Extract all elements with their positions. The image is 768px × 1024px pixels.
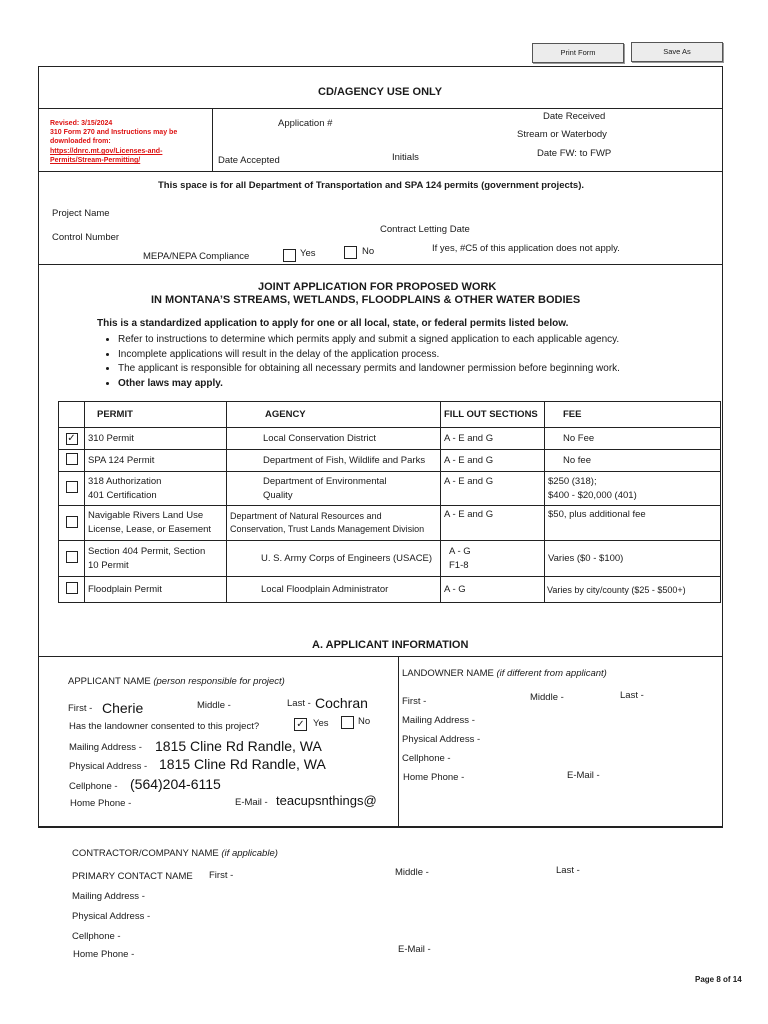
table-row bbox=[59, 428, 721, 450]
fill-sections: A - G bbox=[441, 577, 545, 603]
landowner-email-label: E-Mail - bbox=[567, 770, 600, 781]
fee: Varies by city/county ($25 - $500+) bbox=[545, 577, 721, 603]
permit-spa124-checkbox[interactable] bbox=[66, 453, 78, 465]
applicant-last-input[interactable]: Cochran bbox=[315, 695, 368, 711]
applicant-physical-input[interactable]: 1815 Cline Rd Randle, WA bbox=[159, 756, 326, 772]
contractor-last-label: Last - bbox=[556, 865, 580, 876]
page-number: Page 8 of 14 bbox=[695, 975, 742, 984]
divider bbox=[39, 171, 723, 172]
table-header-row bbox=[59, 402, 721, 428]
applicant-name-note: (person responsible for project) bbox=[153, 676, 285, 687]
consent-no-checkbox[interactable] bbox=[341, 716, 354, 729]
joint-intro: This is a standardized application to apply for one or all local, state, or federal permits listed below. bbox=[97, 318, 569, 329]
table-row bbox=[59, 450, 721, 472]
consent-yes-checkbox[interactable]: ✓ bbox=[294, 718, 307, 731]
landowner-cell-label: Cellphone - bbox=[402, 753, 451, 764]
fill-sections: A - E and G bbox=[441, 472, 545, 506]
col-fee: FEE bbox=[545, 402, 721, 428]
divider bbox=[39, 826, 723, 827]
agency-name: Department of Environmental Quality bbox=[227, 472, 441, 506]
divider bbox=[212, 108, 213, 171]
consent-yes-label: Yes bbox=[313, 718, 329, 729]
fill-sections: A - E and G bbox=[441, 506, 545, 541]
contractor-name-note: (if applicable) bbox=[221, 848, 278, 859]
instructions-link[interactable]: https://dnrc.mt.gov/Licenses-and- bbox=[50, 148, 163, 155]
instructions-link[interactable]: Permits/Stream-Permitting/ bbox=[50, 157, 141, 164]
applicant-physical-label: Physical Address - bbox=[69, 761, 148, 772]
list-item: • Incomplete applications will result in the delay of the application process. bbox=[118, 348, 620, 363]
instructions-list bbox=[96, 333, 620, 391]
table-row bbox=[59, 472, 721, 506]
applicant-name-heading bbox=[68, 676, 285, 687]
fill-sections: A - G F1-8 bbox=[441, 541, 545, 577]
applicant-first-label: First - bbox=[68, 703, 93, 714]
col-permit: PERMIT bbox=[85, 402, 227, 428]
landowner-physical-label: Physical Address - bbox=[402, 734, 481, 745]
download-note: downloaded from: bbox=[50, 138, 111, 145]
agency-name: Department of Natural Resources and Conservation, Trust Lands Management Division bbox=[227, 506, 441, 541]
applicant-section-heading: A. APPLICANT INFORMATION bbox=[312, 639, 469, 651]
mepa-if-yes-note: If yes, #C5 of this application does not apply. bbox=[432, 243, 620, 254]
permit-318-checkbox[interactable] bbox=[66, 481, 78, 493]
permit-name: SPA 124 Permit bbox=[85, 450, 227, 472]
initials-label: Initials bbox=[392, 152, 419, 163]
applicant-email-label: E-Mail - bbox=[235, 797, 268, 808]
list-item: • Other laws may apply. bbox=[118, 377, 620, 392]
fee: $250 (318); $400 - $20,000 (401) bbox=[545, 472, 721, 506]
permit-navigable-checkbox[interactable] bbox=[66, 516, 78, 528]
applicant-email-input[interactable]: teacupsnthings@ bbox=[276, 793, 377, 808]
mepa-yes-checkbox[interactable] bbox=[283, 249, 296, 262]
col-sections: FILL OUT SECTIONS bbox=[441, 402, 545, 428]
applicant-middle-label: Middle - bbox=[197, 700, 231, 711]
table-row bbox=[59, 541, 721, 577]
fee: Varies ($0 - $100) bbox=[545, 541, 721, 577]
table-row bbox=[59, 577, 721, 603]
contractor-physical-label: Physical Address - bbox=[72, 911, 151, 922]
contractor-cell-label: Cellphone - bbox=[72, 931, 121, 942]
mepa-no-checkbox[interactable] bbox=[344, 246, 357, 259]
control-number-label: Control Number bbox=[52, 232, 120, 243]
permit-name: Section 404 Permit, Section 10 Permit bbox=[85, 541, 227, 577]
permit-floodplain-checkbox[interactable] bbox=[66, 582, 78, 594]
contractor-first-label: First - bbox=[209, 870, 234, 881]
agency-name: Department of Fish, Wildlife and Parks bbox=[227, 450, 441, 472]
agency-use-heading: CD/AGENCY USE ONLY bbox=[318, 86, 443, 98]
mepa-yes-label: Yes bbox=[300, 248, 316, 259]
permit-310-checkbox[interactable]: ✓ bbox=[67, 432, 76, 444]
divider bbox=[39, 108, 723, 109]
permit-name: Navigable Rivers Land Use License, Lease, or Easement bbox=[85, 506, 227, 541]
download-note: 310 Form 270 and Instructions may be bbox=[50, 129, 178, 136]
joint-title-line1: JOINT APPLICATION FOR PROPOSED WORK bbox=[258, 281, 497, 293]
divider bbox=[398, 656, 399, 826]
agency-name: U. S. Army Corps of Engineers (USACE) bbox=[227, 541, 441, 577]
list-item: • Refer to instructions to determine which permits apply and submit a signed application to each applicable agency. bbox=[118, 333, 620, 348]
project-name-label: Project Name bbox=[52, 208, 110, 219]
joint-title-line2: IN MONTANA’S STREAMS, WETLANDS, FLOODPLAINS & OTHER WATER BODIES bbox=[151, 294, 581, 306]
contractor-middle-label: Middle - bbox=[395, 867, 429, 878]
contractor-name-label: CONTRACTOR/COMPANY NAME bbox=[72, 848, 219, 859]
contractor-home-label: Home Phone - bbox=[73, 949, 135, 960]
landowner-name-label: LANDOWNER NAME bbox=[402, 668, 494, 679]
dot-section-heading: This space is for all Department of Transportation and SPA 124 permits (government projects). bbox=[158, 180, 585, 191]
list-item: • The applicant is responsible for obtaining all necessary permits and landowner permission before beginning work. bbox=[118, 362, 620, 377]
applicant-home-label: Home Phone - bbox=[70, 798, 132, 809]
contractor-mailing-label: Mailing Address - bbox=[72, 891, 145, 902]
landowner-name-heading bbox=[402, 668, 607, 679]
divider bbox=[39, 264, 723, 265]
contract-letting-label: Contract Letting Date bbox=[380, 224, 470, 235]
permit-name: 318 Authorization 401 Certification bbox=[85, 472, 227, 506]
mepa-label: MEPA/NEPA Compliance bbox=[143, 251, 250, 262]
agency-name: Local Conservation District bbox=[227, 428, 441, 450]
fee: $50, plus additional fee bbox=[545, 506, 721, 541]
consent-no-label: No bbox=[358, 716, 371, 727]
applicant-name-label: APPLICANT NAME bbox=[68, 676, 151, 687]
revised-date: Revised: 3/15/2024 bbox=[50, 120, 113, 127]
permit-name: 310 Permit bbox=[85, 428, 227, 450]
landowner-first-label: First - bbox=[402, 696, 427, 707]
agency-name: Local Floodplain Administrator bbox=[227, 577, 441, 603]
save-as-button[interactable]: Save As bbox=[631, 42, 723, 62]
date-received-label: Date Received bbox=[543, 111, 606, 122]
permit-table bbox=[58, 401, 721, 603]
applicant-last-label: Last - bbox=[287, 698, 311, 709]
stream-waterbody-label: Stream or Waterbody bbox=[517, 129, 607, 140]
mepa-no-label: No bbox=[362, 246, 375, 257]
applicant-mailing-label: Mailing Address - bbox=[69, 742, 142, 753]
landowner-name-note: (if different from applicant) bbox=[496, 668, 607, 679]
fill-sections: A - E and G bbox=[441, 428, 545, 450]
applicant-mailing-input[interactable]: 1815 Cline Rd Randle, WA bbox=[155, 738, 322, 754]
fee: No fee bbox=[545, 450, 721, 472]
col-agency: AGENCY bbox=[227, 402, 441, 428]
applicant-cell-label: Cellphone - bbox=[69, 781, 118, 792]
applicant-cell-input[interactable]: (564)204-6115 bbox=[130, 776, 221, 792]
permit-404-checkbox[interactable] bbox=[66, 551, 78, 563]
landowner-mailing-label: Mailing Address - bbox=[402, 715, 475, 726]
divider bbox=[39, 656, 723, 657]
consent-question: Has the landowner consented to this project? bbox=[69, 721, 260, 732]
landowner-home-label: Home Phone - bbox=[403, 772, 465, 783]
permit-name: Floodplain Permit bbox=[85, 577, 227, 603]
application-number-label: Application # bbox=[278, 118, 333, 129]
table-row bbox=[59, 506, 721, 541]
landowner-middle-label: Middle - bbox=[530, 692, 564, 703]
fill-sections: A - E and G bbox=[441, 450, 545, 472]
date-fw-label: Date FW: to FWP bbox=[537, 148, 612, 159]
contractor-email-label: E-Mail - bbox=[398, 944, 431, 955]
print-form-button[interactable]: Print Form bbox=[532, 43, 624, 63]
applicant-first-input[interactable]: Cherie bbox=[102, 700, 144, 716]
date-accepted-label: Date Accepted bbox=[218, 155, 280, 166]
fee: No Fee bbox=[545, 428, 721, 450]
landowner-last-label: Last - bbox=[620, 690, 644, 701]
contractor-name-heading bbox=[72, 848, 278, 859]
primary-contact-label: PRIMARY CONTACT NAME bbox=[72, 871, 193, 882]
